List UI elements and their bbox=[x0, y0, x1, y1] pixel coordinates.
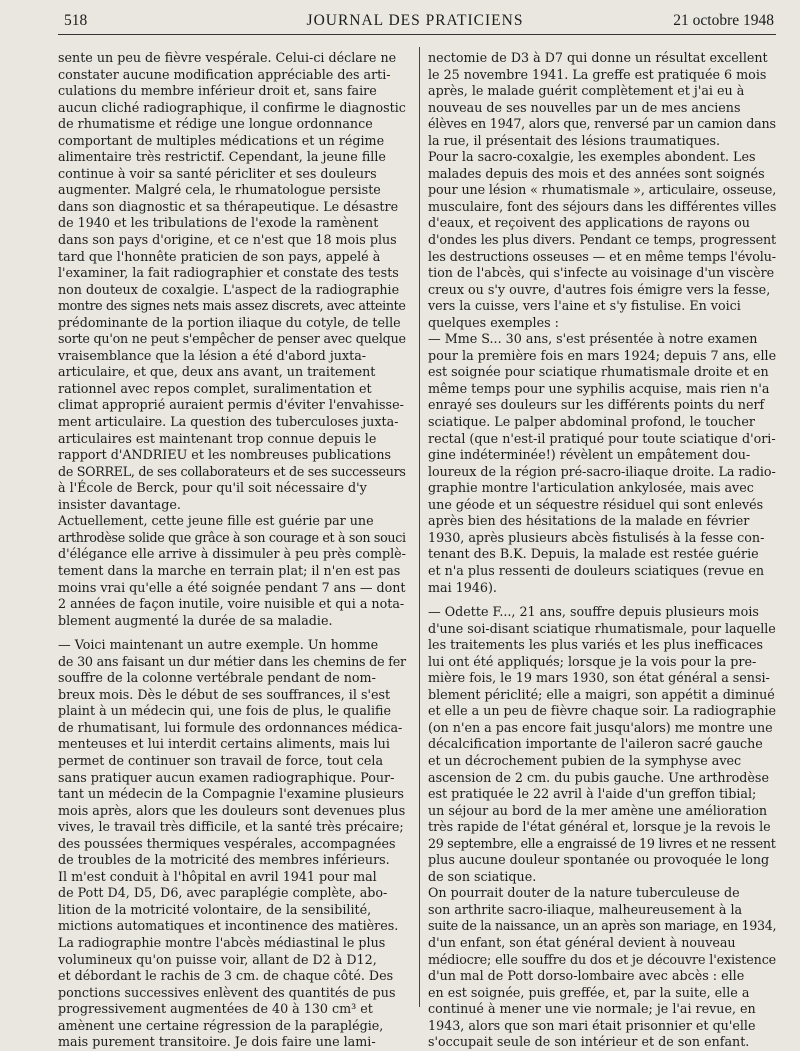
text-line: à l'École de Berck, pour qu'il soit nécessaire d'y bbox=[58, 480, 367, 496]
text-line: et débordant le rachis de 3 cm. de chaque côté. Des bbox=[58, 968, 394, 984]
text-line: nectomie de D3 à D7 qui donne un résultat excellent bbox=[428, 50, 768, 65]
text-line: ponctions successives enlèvent des quantités de pus bbox=[58, 984, 396, 1000]
text-line: lition de la motricité volontaire, de la sensibilité, bbox=[58, 901, 372, 917]
text-line: tion de l'abcès, qui s'infecte au voisinage d'un viscère bbox=[428, 265, 775, 281]
text-line: permet de continuer son travail de force, tout cela bbox=[58, 752, 384, 768]
text-line: dans son diagnostic et sa thérapeutique. Le désastre bbox=[58, 198, 399, 214]
header-rule bbox=[58, 34, 776, 35]
text-line: amènent une certaine régression de la paraplégie, bbox=[58, 1017, 384, 1033]
text-line: gine indéterminée!) révèlent un empâtement dou- bbox=[428, 447, 751, 463]
text-line: musculaire, font des séjours dans les différentes villes bbox=[428, 198, 777, 214]
text-line: culations du membre inférieur droit et, sans faire bbox=[58, 83, 377, 99]
text-line: 1943, alors que son mari était prisonnier et qu'elle bbox=[428, 1017, 756, 1033]
text-line: aucun cliché radiographique, il confirme le diagnostic bbox=[58, 99, 406, 115]
text-line: sente un peu de fièvre vespérale. Celui-ci déclare ne bbox=[58, 50, 397, 65]
text-line: loureux de la région pré-sacro-iliaque droite. La radio- bbox=[428, 463, 776, 479]
text-line: de troubles de la motricité des membres inférieurs. bbox=[58, 852, 390, 868]
text-line: et elle a un peu de fièvre chaque soir. La radiographie bbox=[428, 703, 777, 719]
text-line: et un décrochement pubien de la symphyse avec bbox=[428, 752, 742, 768]
text-line: La radiographie montre l'abcès médiastinal le plus bbox=[58, 934, 386, 950]
text-line: Il m'est conduit à l'hôpital en avril 1941 pour mal bbox=[58, 868, 377, 884]
text-line: tenant des B.K. Depuis, la malade est restée guérie bbox=[428, 546, 759, 562]
text-line: mictions automatiques et incontinence des matières. bbox=[58, 918, 399, 934]
issue-date: 21 octobre 1948 bbox=[673, 12, 774, 29]
text-line: d'un mal de Pott dorso-lombaire avec abcès : elle bbox=[428, 968, 745, 984]
text-line: ascension de 2 cm. du pubis gauche. Une arthrodèse bbox=[428, 769, 769, 785]
text-line: plaint à un médecin qui, une fois de plus, le qualifie bbox=[58, 703, 391, 719]
text-line: d'une soi-disant sciatique rhumatismale, pour laquelle bbox=[428, 620, 776, 636]
page-header bbox=[56, 12, 774, 32]
text-line: tement dans la marche en terrain plat; il n'en est pas bbox=[58, 562, 401, 578]
text-line: constater aucune modification appréciable des arti- bbox=[58, 66, 391, 82]
text-line: (on n'en a pas encore fait jusqu'alors) me montre une bbox=[428, 719, 773, 735]
text-line: même temps pour une syphilis acquise, mais rien n'a bbox=[428, 380, 770, 396]
text-line: rationnel avec repos complet, suralimentation et bbox=[58, 380, 372, 396]
text-line: sorte qu'on ne peut s'empêcher de penser avec quelque bbox=[58, 331, 406, 347]
text-line: les destructions osseuses — et en même temps l'évolu- bbox=[428, 248, 776, 264]
text-line: — Voici maintenant un autre exemple. Un homme bbox=[58, 637, 379, 653]
text-line: son arthrite sacro-iliaque, malheureusement à la bbox=[428, 901, 743, 917]
text-line: progressivement augmentées de 40 à 130 cm³ et bbox=[58, 1001, 373, 1017]
text-line: de rhumatisme et rédige une longue ordonnance bbox=[58, 116, 373, 132]
text-line: l'examiner, la fait radiographier et constate des tests bbox=[58, 265, 399, 281]
text-line: médiocre; elle souffre du dos et je découvre l'existence bbox=[428, 951, 777, 967]
paragraph-spacer bbox=[58, 629, 406, 637]
text-line: rectal (que n'est-il pratiqué pour toute sciatique d'ori- bbox=[428, 430, 776, 446]
text-line: malades depuis des mois et des années sont soignés bbox=[428, 165, 765, 181]
text-line: vives, le travail très difficile, et la santé très précaire; bbox=[58, 819, 404, 835]
text-line: non douteux de coxalgie. L'aspect de la radiographie bbox=[58, 281, 400, 297]
text-line: climat approprié auraient permis d'éviter l'envahisse- bbox=[58, 397, 404, 413]
text-line: rapport d'ANDRIEU et les nombreuses publications bbox=[58, 447, 392, 463]
text-line: continué à mener une vie normale; je l'ai revue, en bbox=[428, 1001, 756, 1017]
text-line: après bien des hésitations de la malade en février bbox=[428, 513, 750, 529]
text-line: volumineux qu'on puisse voir, allant de D2 à D12, bbox=[58, 951, 377, 967]
text-line: 29 septembre, elle a engraissé de 19 livres et ne ressent bbox=[428, 835, 776, 851]
text-line: montre des signes nets mais assez discrets, avec atteinte bbox=[58, 298, 406, 314]
page-number: 518 bbox=[64, 12, 88, 29]
text-line: mière fois, le 19 mars 1930, son état général a sensi- bbox=[428, 670, 770, 686]
text-line: blement périclité; elle a maigri, son appétit a diminué bbox=[428, 686, 775, 702]
text-line: quelques exemples : bbox=[428, 314, 559, 330]
text-line: d'élégance elle arrive à dissimuler à peu près complè- bbox=[58, 546, 406, 562]
text-line: d'eaux, et reçoivent des applications de rayons ou bbox=[428, 215, 750, 231]
text-line: élèves en 1947, alors que, renversé par un camion dans bbox=[428, 116, 776, 132]
text-line: — Odette F..., 21 ans, souffre depuis plusieurs mois bbox=[428, 604, 759, 620]
text-line: un séjour au bord de la mer amène une amélioration bbox=[428, 802, 768, 818]
text-line: sciatique. Le palper abdominal profond, le toucher bbox=[428, 414, 755, 430]
text-line: est soignée pour sciatique rhumatismale droite et en bbox=[428, 364, 769, 380]
text-line: tard que l'honnête praticien de son pays, appelé à bbox=[58, 248, 381, 264]
text-line: très rapide de l'état général et, lorsque je la revois le bbox=[428, 819, 771, 835]
text-line: des poussées thermiques vespérales, accompagnées bbox=[58, 835, 396, 851]
text-line: breux mois. Dès le début de ses souffrances, il s'est bbox=[58, 686, 391, 702]
text-line: sans pratiquer aucun examen radiographique. Pour- bbox=[58, 769, 395, 785]
text-line: suite de la naissance, un an après son mariage, en 1934, bbox=[428, 918, 777, 934]
text-line: de SORREL, de ses collaborateurs et de ses successeurs bbox=[58, 463, 406, 479]
text-line: dans son pays d'origine, et ce n'est que 18 mois plus bbox=[58, 232, 397, 248]
text-line: insister davantage. bbox=[58, 496, 181, 512]
text-line: alimentaire très restrictif. Cependant, la jeune fille bbox=[58, 149, 386, 165]
text-line: souffre de la colonne vertébrale pendant de nom- bbox=[58, 670, 376, 686]
text-line: en est soignée, puis greffée, et, par la suite, elle a bbox=[428, 984, 750, 1000]
text-line: moins vrai qu'elle a été soignée pendant 7 ans — dont bbox=[58, 579, 406, 595]
text-line: articulaire, et que, deux ans avant, un traitement bbox=[58, 364, 376, 380]
text-line: nouveau de ses nouvelles par un de mes anciens bbox=[428, 99, 741, 115]
paragraph-spacer bbox=[428, 596, 776, 604]
text-line: la rue, il présentait des lésions traumatiques. bbox=[428, 132, 721, 148]
text-line: 2 années de façon inutile, voire nuisible et qui a nota- bbox=[58, 596, 405, 612]
text-line: plus aucune douleur spontanée ou provoquée le long bbox=[428, 852, 770, 868]
text-line: mais purement transitoire. Je dois faire une lami- bbox=[58, 1034, 376, 1050]
text-line: articulaires est maintenant trop connue depuis le bbox=[58, 430, 377, 446]
text-line: creux ou s'y ouvre, d'autres fois émigre vers la fesse, bbox=[428, 281, 771, 297]
text-line: — Mme S... 30 ans, s'est présentée à notre examen bbox=[428, 331, 758, 347]
text-line: le 25 novembre 1941. La greffe est pratiquée 6 mois bbox=[428, 66, 767, 82]
text-line: Actuellement, cette jeune fille est guérie par une bbox=[58, 513, 374, 529]
text-line: et n'a plus ressenti de douleurs sciatiques (revue en bbox=[428, 562, 765, 578]
text-line: menteuses et lui interdit certains aliments, mais lui bbox=[58, 736, 390, 752]
right-column bbox=[428, 50, 776, 1051]
text-line: une géode et un séquestre résiduel qui sont enlevés bbox=[428, 496, 764, 512]
text-line: les traitements les plus variés et les plus inefficaces bbox=[428, 637, 764, 653]
text-line: lui ont été appliqués; lorsque je la vois pour la pre- bbox=[428, 653, 757, 669]
left-column bbox=[58, 50, 406, 1051]
text-line: de 30 ans faisant un dur métier dans les chemins de fer bbox=[58, 653, 406, 669]
text-line: de son sciatique. bbox=[428, 868, 537, 884]
text-line: augmenter. Malgré cela, le rhumatologue persiste bbox=[58, 182, 381, 198]
journal-title: JOURNAL DES PRATICIENS bbox=[306, 12, 524, 29]
text-line: ment articulaire. La question des tuberculoses juxta- bbox=[58, 414, 399, 430]
text-line: après, le malade guérit complètement et j'ai eu à bbox=[428, 83, 745, 99]
text-line: blement augmenté la durée de sa maladie. bbox=[58, 612, 333, 628]
column-divider bbox=[419, 47, 420, 1007]
text-line: de rhumatisant, lui formule des ordonnances médica- bbox=[58, 719, 403, 735]
text-line: pour une lésion « rhumatismale », articulaire, osseuse, bbox=[428, 182, 777, 198]
text-line: graphie montre l'articulation ankylosée, mais avec bbox=[428, 480, 754, 496]
text-line: tant un médecin de la Compagnie l'examine plusieurs bbox=[58, 786, 404, 802]
text-line: mai 1946). bbox=[428, 579, 497, 595]
text-line: d'ondes les plus divers. Pendant ce temps, progressent bbox=[428, 232, 777, 248]
text-line: enrayé ses douleurs sur les différents points du nerf bbox=[428, 397, 765, 413]
text-line: mois après, alors que les douleurs sont devenues plus bbox=[58, 802, 406, 818]
text-line: s'occupait seule de son intérieur et de son enfant. bbox=[428, 1034, 750, 1050]
text-line: décalcification importante de l'aileron sacré gauche bbox=[428, 736, 763, 752]
text-line: pour la première fois en mars 1924; depuis 7 ans, elle bbox=[428, 347, 777, 363]
text-line: vraisemblance que la lésion a été d'abord juxta- bbox=[58, 347, 367, 363]
text-line: prédominante de la portion iliaque du cotyle, de telle bbox=[58, 314, 401, 330]
text-line: arthrodèse solide que grâce à son courage et à son souci bbox=[58, 529, 406, 545]
text-line: est pratiquée le 22 avril à l'aide d'un greffon tibial; bbox=[428, 786, 757, 802]
text-line: continue à voir sa santé péricliter et ses douleurs bbox=[58, 165, 377, 181]
text-line: On pourrait douter de la nature tuberculeuse de bbox=[428, 885, 740, 901]
text-line: de 1940 et les tribulations de l'exode la ramènent bbox=[58, 215, 379, 231]
text-line: 1930, après plusieurs abcès fistulisés à la fesse con- bbox=[428, 529, 765, 545]
text-line: de Pott D4, D5, D6, avec paraplégie complète, abo- bbox=[58, 885, 388, 901]
text-line: comportant de multiples médications et un régime bbox=[58, 132, 385, 148]
text-line: Pour la sacro-coxalgie, les exemples abondent. Les bbox=[428, 149, 756, 165]
text-line: vers la cuisse, vers l'aine et s'y fistulise. En voici bbox=[428, 298, 741, 314]
text-line: d'un enfant, son état général devient à nouveau bbox=[428, 934, 736, 950]
